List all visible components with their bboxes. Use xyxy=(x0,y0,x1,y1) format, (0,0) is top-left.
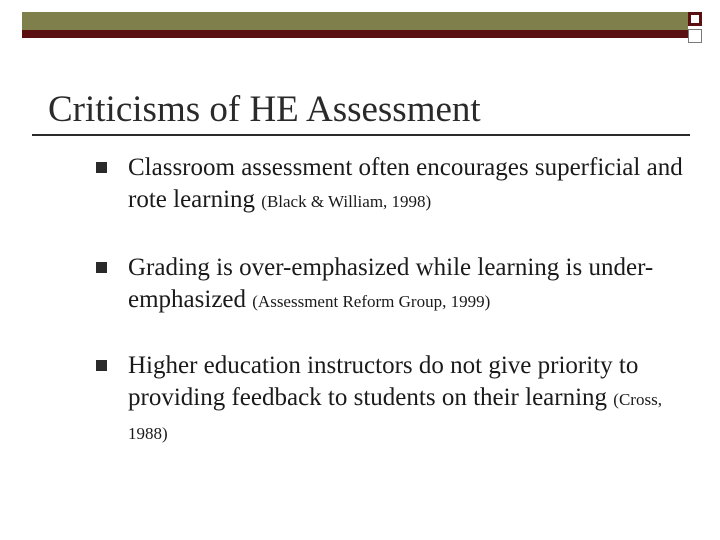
bullet-item xyxy=(128,350,688,450)
bullet-citation: (Cross, 1988) xyxy=(128,390,662,443)
header-band-stripe xyxy=(22,30,688,38)
bullet-text: Higher education instructors do not give priority to providing feedback to students on their learning xyxy=(128,352,639,411)
title-rule xyxy=(32,134,690,136)
header-band xyxy=(22,12,688,38)
bullet-citation: (Assessment Reform Group, 1999) xyxy=(252,292,491,311)
bullet-citation: (Black & William, 1998) xyxy=(261,192,432,211)
bullet-square-icon xyxy=(96,360,107,371)
corner-square-filled xyxy=(688,12,702,26)
slide-title: Criticisms of HE Assessment xyxy=(48,89,481,130)
bullet-text: Grading is over-emphasized while learning is under-emphasized xyxy=(128,254,654,313)
bullet-square-icon xyxy=(96,262,107,273)
bullet-square-icon xyxy=(96,162,107,173)
bullet-item xyxy=(128,252,688,318)
header-band-olive xyxy=(22,12,688,30)
bullet-item xyxy=(128,152,688,218)
bullet-text: Classroom assessment often encourages superficial and rote learning xyxy=(128,154,683,213)
corner-square-outline xyxy=(688,29,702,43)
